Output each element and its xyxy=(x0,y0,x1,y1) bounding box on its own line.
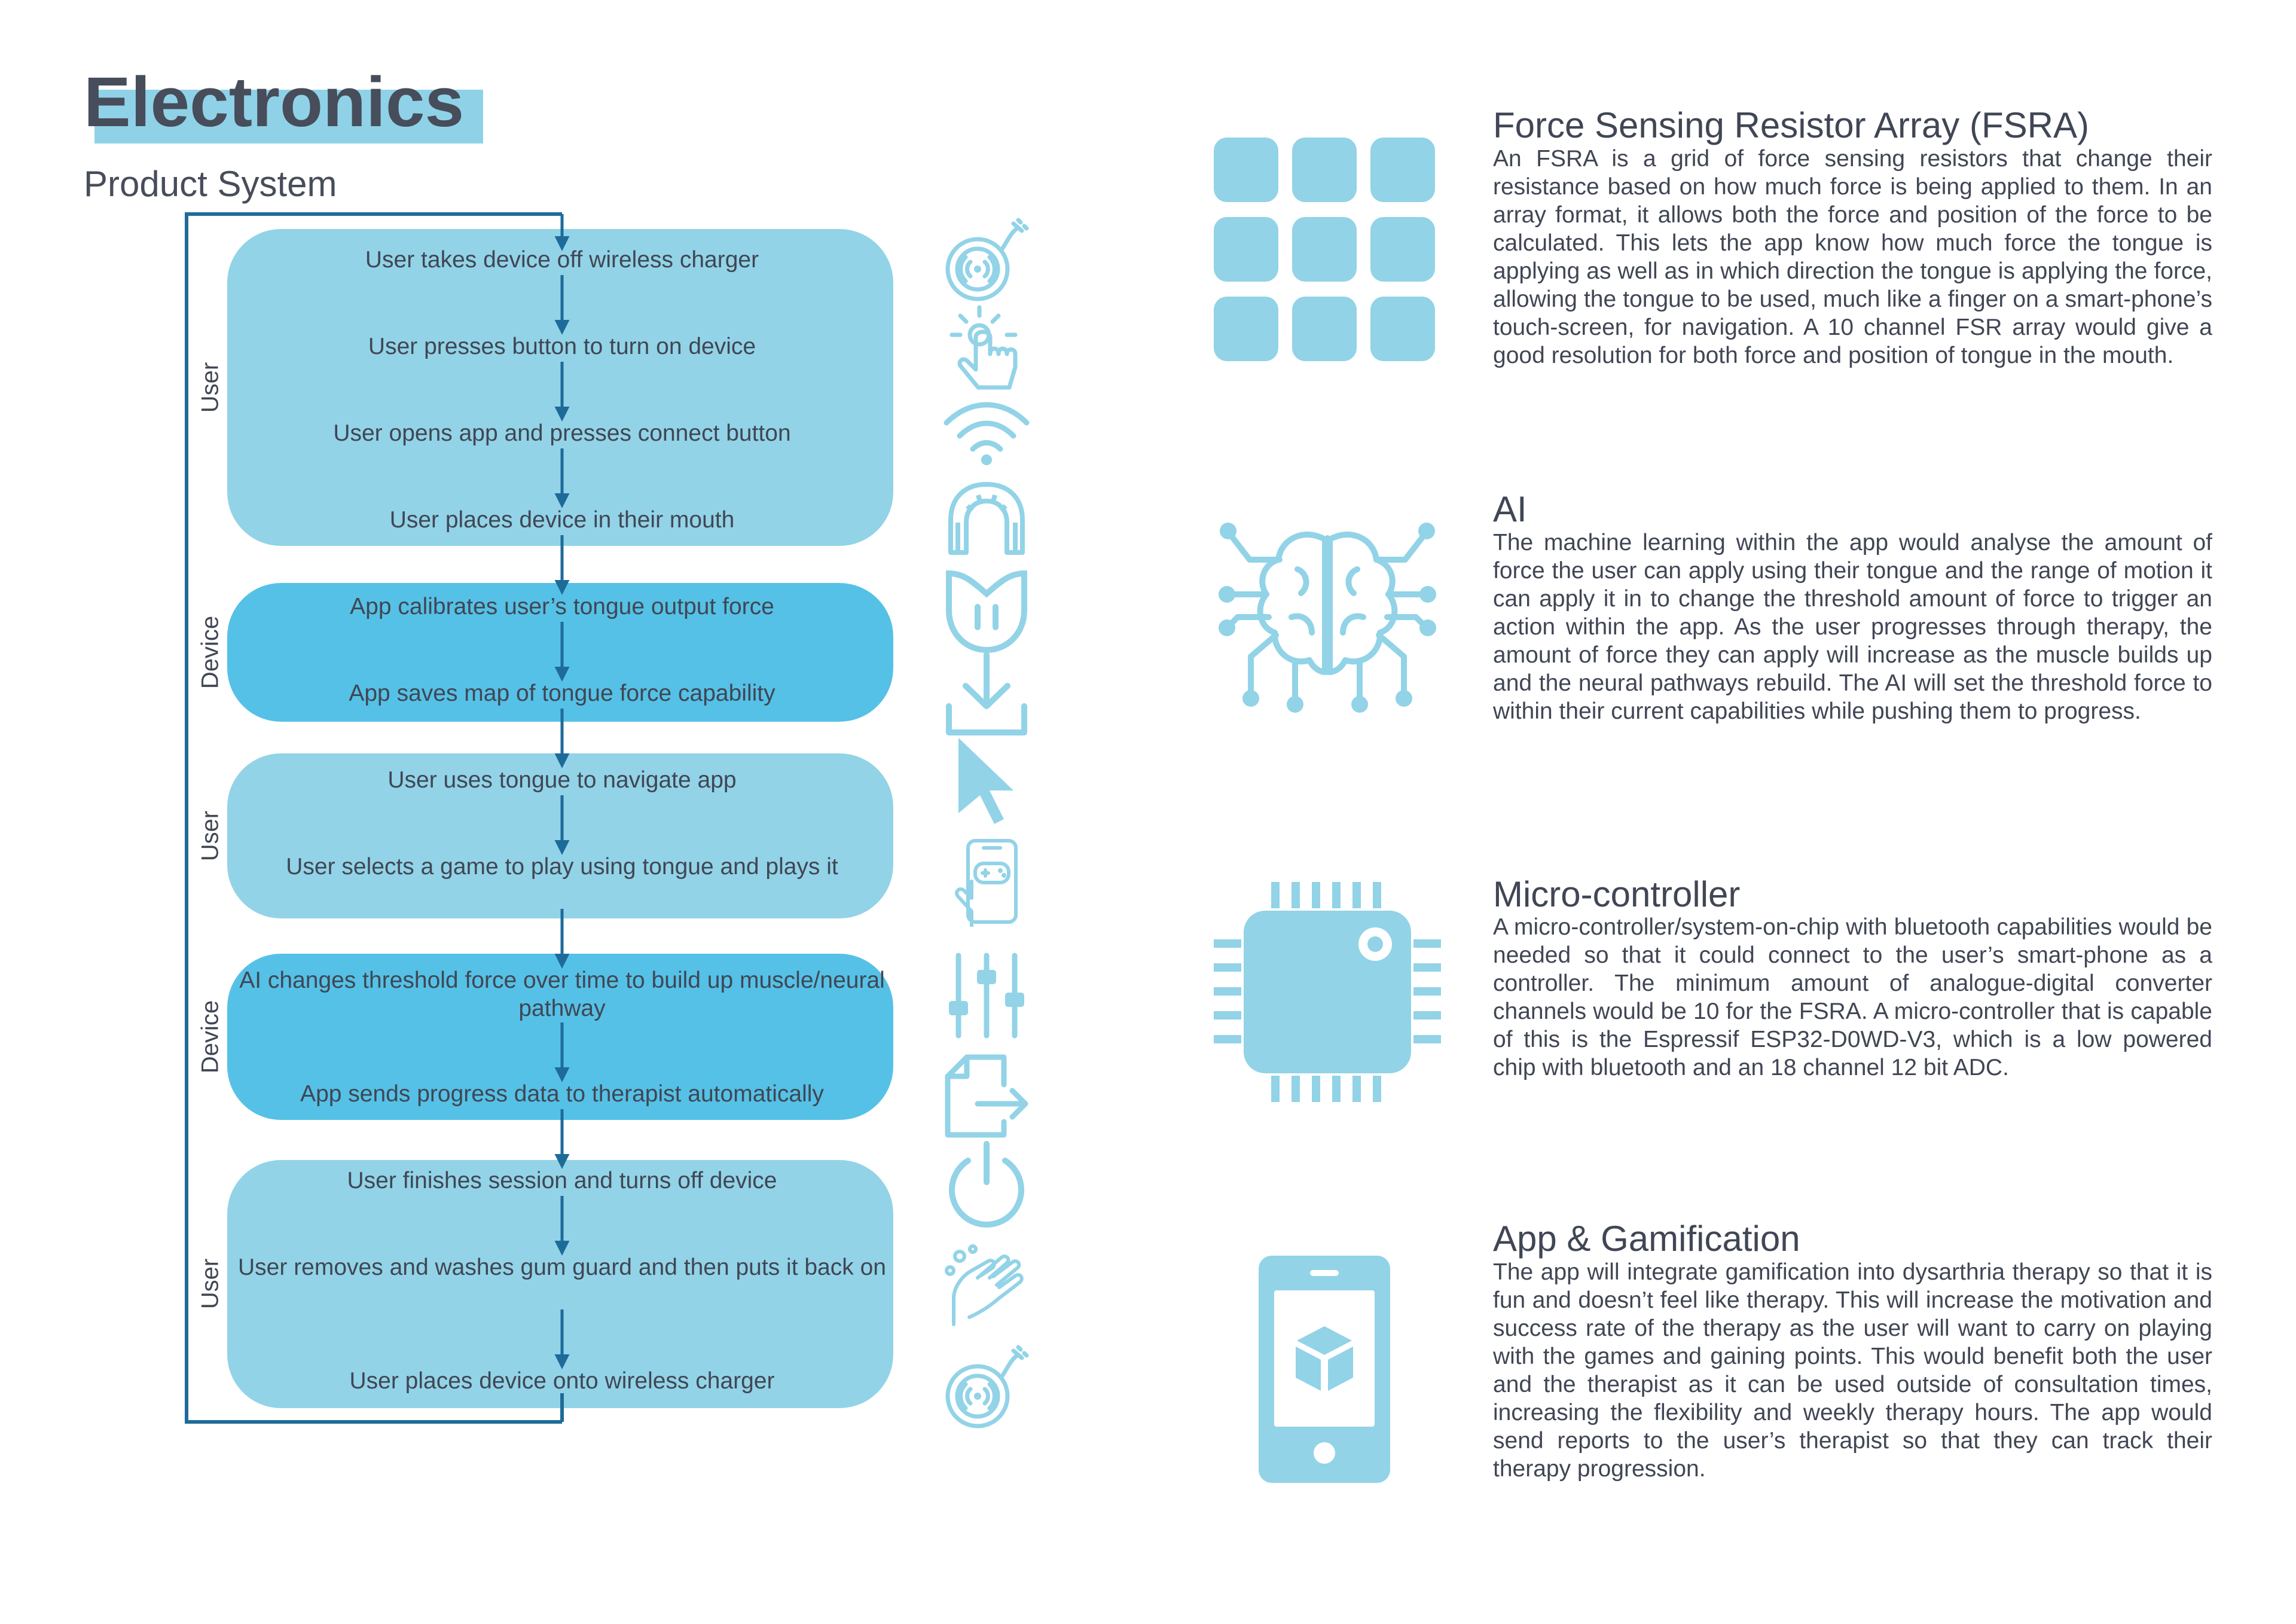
file-export-icon xyxy=(942,1051,1031,1141)
wireless-charger-icon xyxy=(942,1342,1031,1432)
step-text: User takes device off wireless charger xyxy=(365,247,759,273)
step-text: App saves map of tongue force capability xyxy=(349,680,775,706)
cursor-icon xyxy=(954,735,1019,825)
step-text: App calibrates user’s tongue output force xyxy=(350,594,774,619)
ai-brain-icon xyxy=(1214,515,1441,731)
smartphone-app-icon xyxy=(1259,1256,1390,1483)
step-text: User places device in their mouth xyxy=(389,507,735,533)
sensor-grid-icon xyxy=(1214,138,1435,365)
page-subtitle: Product System xyxy=(84,164,337,204)
step-text: User removes and washes gum guard and then puts it back on xyxy=(238,1254,886,1280)
lane-label-user-1: User xyxy=(197,362,224,413)
step-text: User presses button to turn on device xyxy=(368,334,756,359)
download-icon xyxy=(942,649,1031,738)
step-text: User places device onto wireless charger xyxy=(349,1368,775,1394)
step-text: User selects a game to play using tongue and plays it xyxy=(286,854,838,880)
section-body-fsra: An FSRA is a grid of force sensing resistors that change their resistance based on how much force is being applied to them. In an array format, it allows both the force and position of the force to be calculated. This lets the app know how much force the tongue is applying as well as in which direction the tongue is applying the force, allowing the tongue to be used, much like a finger on a smart-phone’s touch-screen, for navigation. A 10 channel FSR array would give a good resolution for both force and position of tongue in the mouth. xyxy=(1493,146,2212,368)
mouthguard-icon xyxy=(942,565,1031,655)
step-text: User finishes session and turns off device xyxy=(347,1168,777,1193)
button-press-icon xyxy=(949,304,1027,393)
section-body-app: The app will integrate gamification into dysarthria therapy so that it is fun and doesn’t feel like therapy. This will increase the motivation and success rate of the therapy as the user will want to carry on playing with the games and gaining points. This would benefit both the user and the therapist as it can be used outside of consultation times, increasing the flexibility and weekly therapy hours. The app would send reports to the user’s therapist so that they can track their therapy progression. xyxy=(1493,1259,2212,1482)
section-title-app: App & Gamification xyxy=(1493,1219,1800,1259)
lane-label-user-3: User xyxy=(197,1258,224,1309)
phone-game-icon xyxy=(948,837,1025,927)
microchip-icon xyxy=(1214,882,1441,1103)
sliders-icon xyxy=(942,951,1031,1040)
hand-wash-icon xyxy=(942,1241,1031,1330)
section-title-ai: AI xyxy=(1493,489,1527,529)
wifi-icon xyxy=(942,392,1031,469)
wireless-charger-icon xyxy=(942,215,1031,305)
section-body-ai: The machine learning within the app would analyse the amount of force the user can apply using their tongue and the range of motion it can apply it in to change the threshold amount of force to trigger an action within the app. As the user progresses through therapy, the amount of force they can apply will increase as the muscle builds up and the neural pathways rebuild. The AI will set the threshold force to within their current capabilities while pushing them to progress. xyxy=(1493,530,2212,724)
section-title-fsra: Force Sensing Resistor Array (FSRA) xyxy=(1493,105,2089,145)
step-text: User opens app and presses connect button xyxy=(333,420,791,446)
step-text: User uses tongue to navigate app xyxy=(387,767,737,793)
power-icon xyxy=(942,1139,1031,1229)
section-title-microcontroller: Micro-controller xyxy=(1493,874,1741,914)
loop-line xyxy=(187,214,562,1422)
step-text: AI changes threshold force over time to build up muscle/neural pathway xyxy=(239,967,885,1021)
step-text: App sends progress data to therapist automatically xyxy=(300,1081,824,1107)
gum-guard-icon xyxy=(945,478,1028,562)
section-body-microcontroller: A micro-controller/system-on-chip with bluetooth capabilities would be needed so that it could connect to the user’s smart-phone as a controller. The minimum amount of analogue-digital converter channels would be 10 for the FSRA. A micro-controller that is capable of this is the Espressif ESP32-D0WD-V3, which is a low powered chip with bluetooth and an 18 channel 12 bit ADC. xyxy=(1493,914,2212,1080)
page-title: Electronics xyxy=(84,63,465,142)
lane-label-user-2: User xyxy=(197,810,224,862)
lane-label-device-1: Device xyxy=(197,615,224,689)
lane-label-device-2: Device xyxy=(197,1000,224,1074)
